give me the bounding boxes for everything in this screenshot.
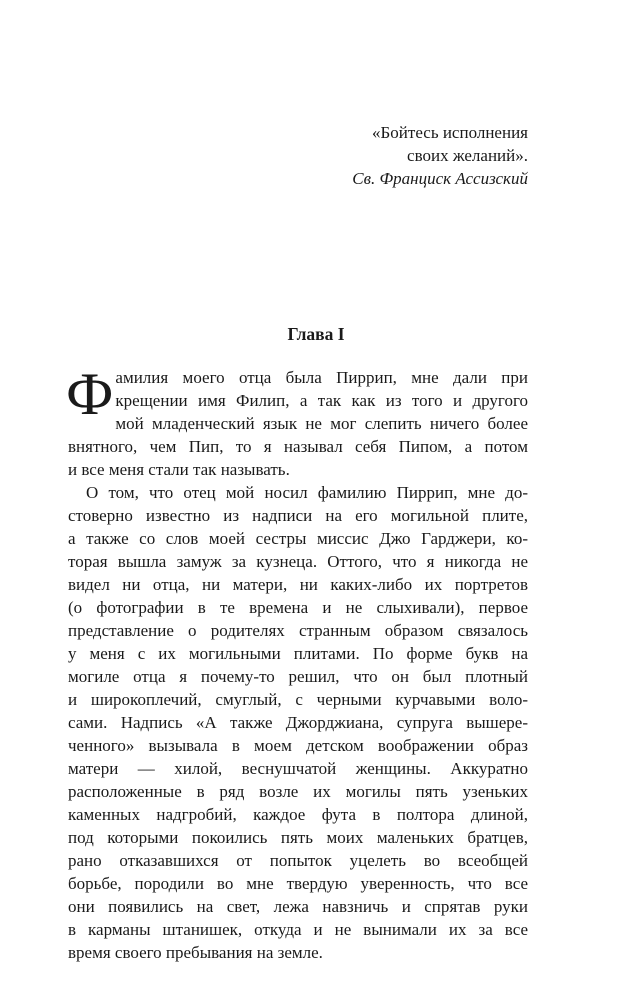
text-line: под которыми покоились пять моих маленьких братцев, (68, 828, 528, 847)
paragraph-2 (68, 481, 528, 964)
text-line: в карманы штанишек, откуда и не вынимали их за все (68, 920, 528, 939)
text-line: крещении имя Филип, а так как из того и другого (115, 391, 528, 410)
epigraph (352, 121, 528, 190)
text-line: представление о родителях странным образом связалось (68, 621, 528, 640)
text-line: ченного» вызывала в моем детском воображении образ (68, 736, 528, 755)
chapter-title: Глава I (287, 324, 345, 344)
text-line: время своего пребывания на земле. (68, 943, 323, 962)
text-line: О том, что отец мой носил фамилию Пиррип, мне до- (86, 483, 528, 502)
text-line: матери — хилой, веснушчатой женщины. Аккуратно (68, 759, 528, 778)
paragraph-1 (66, 361, 528, 481)
text-line: каменных надгробий, каждое фута в полтора длиной, (68, 805, 528, 824)
text-line: (о фотографии в те времена и не слыхивали), первое (68, 598, 528, 617)
text-line: мой младенческий язык не мог слепить ничего более (115, 414, 528, 433)
epigraph-line: своих желаний». (407, 146, 528, 165)
epigraph-author: Св. Франциск Ассизский (352, 169, 528, 188)
text-line: рано отказавшихся от попыток уцелеть во всеобщей (68, 851, 528, 870)
text-line: внятного, чем Пип, то я называл себя Пипом, а потом (68, 437, 528, 456)
text-line: сами. Надпись «А также Джорджиана, супруга вышере- (68, 713, 528, 732)
chapter-text (66, 361, 528, 964)
text-line: расположенные в ряд возле их могилы пять узеньких (68, 782, 528, 801)
text-line: видел ни отца, ни матери, ни каких-либо их портретов (68, 575, 528, 594)
text-line: могиле отца я почему-то решил, что он был плотный (68, 667, 528, 686)
text-line: торая вышла замуж за кузнеца. Оттого, что я никогда не (68, 552, 528, 571)
text-line: и широкоплечий, смуглый, с черными курчавыми воло- (68, 690, 528, 709)
text-line: у меня с их могильными плитами. По форме букв на (68, 644, 528, 663)
text-line: амилия моего отца была Пиррип, мне дали при (115, 368, 528, 387)
text-line: стоверно известно из надписи на его могильной плите, (68, 506, 528, 525)
text-line: а также со слов моей сестры миссис Джо Гарджери, ко- (68, 529, 528, 548)
epigraph-line: «Бойтесь исполнения (372, 123, 528, 142)
text-line: борьбе, породили во мне твердую уверенность, что все (68, 874, 528, 893)
text-line: они появились на свет, лежа навзничь и спрятав руки (68, 897, 528, 916)
text-line: и все меня стали так называть. (68, 460, 290, 479)
drop-cap: Ф (66, 361, 114, 427)
